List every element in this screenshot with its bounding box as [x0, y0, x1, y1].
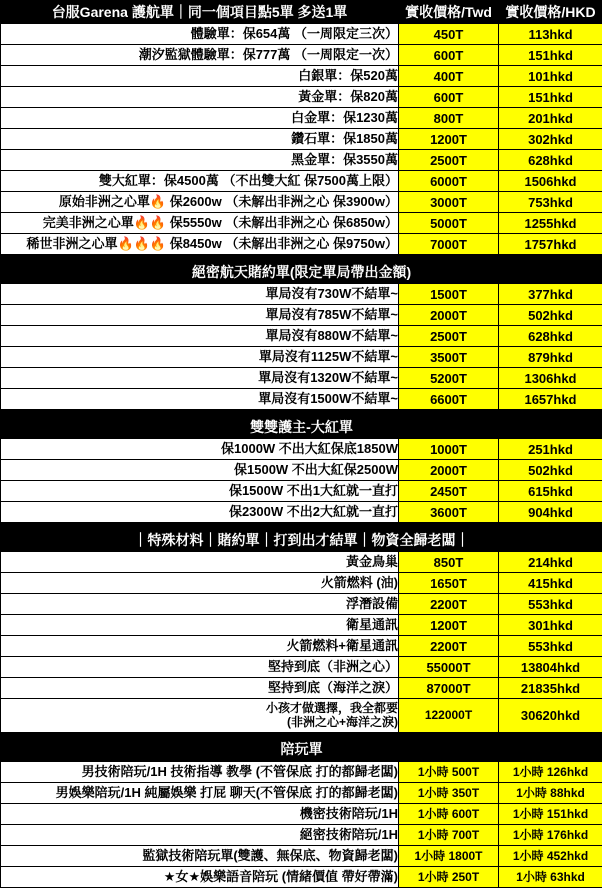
section-title: 陪玩單 — [1, 737, 602, 761]
row-description: 鑽石單：保1850萬 — [1, 129, 399, 150]
row-price-twd: 1200T — [399, 129, 499, 150]
table-row[interactable] — [1, 24, 602, 45]
table-row[interactable] — [1, 636, 602, 657]
section-header-special-materials — [1, 528, 602, 552]
row-price-hkd: 415hkd — [499, 573, 602, 594]
row-description: 男技術陪玩/1H 技術指導 教學 (不管保底 打的都歸老闆) — [1, 761, 399, 782]
row-price-hkd: 1小時 151hkd — [499, 803, 602, 824]
row-price-twd: 2000T — [399, 460, 499, 481]
row-price-hkd: 302hkd — [499, 129, 602, 150]
table-row[interactable] — [1, 368, 602, 389]
row-price-hkd: 502hkd — [499, 460, 602, 481]
row-price-twd: 400T — [399, 66, 499, 87]
table-row[interactable] — [1, 66, 602, 87]
row-description: 絕密技術陪玩/1H — [1, 824, 399, 845]
row-price-hkd: 113hkd — [499, 24, 602, 45]
row-price-hkd: 1506hkd — [499, 171, 602, 192]
row-price-hkd: 628hkd — [499, 326, 602, 347]
row-price-twd: 1200T — [399, 615, 499, 636]
table-row[interactable] — [1, 845, 602, 866]
row-price-hkd: 1657hkd — [499, 389, 602, 410]
row-price-hkd: 628hkd — [499, 150, 602, 171]
row-description: 監獄技術陪玩單(雙護、無保底、物資歸老闆) — [1, 845, 399, 866]
row-price-hkd: 553hkd — [499, 594, 602, 615]
row-description: ★女★娛樂語音陪玩 (情緒價值 帶好帶滿) — [1, 866, 399, 887]
row-price-twd: 2450T — [399, 481, 499, 502]
row-price-hkd: 201hkd — [499, 108, 602, 129]
row-description: 保1500W 不出1大紅就一直打 — [1, 481, 399, 502]
row-price-twd: 3600T — [399, 502, 499, 523]
row-price-twd: 1000T — [399, 439, 499, 460]
row-description: 潮汐監獄體驗單：保777萬 （一周限定一次） — [1, 45, 399, 66]
row-description: 浮潛設備 — [1, 594, 399, 615]
row-price-twd: 1小時 500T — [399, 761, 499, 782]
table-row[interactable] — [1, 460, 602, 481]
row-price-hkd: 1757hkd — [499, 234, 602, 255]
row-price-twd: 1小時 1800T — [399, 845, 499, 866]
row-description: 機密技術陪玩/1H — [1, 803, 399, 824]
row-price-hkd: 377hkd — [499, 284, 602, 305]
row-price-twd: 600T — [399, 87, 499, 108]
row-price-twd: 2500T — [399, 326, 499, 347]
row-price-hkd: 904hkd — [499, 502, 602, 523]
row-price-twd: 122000T — [399, 699, 499, 733]
row-price-hkd: 151hkd — [499, 45, 602, 66]
row-price-twd: 2500T — [399, 150, 499, 171]
row-description: 單局沒有730W不結單~ — [1, 284, 399, 305]
row-price-twd: 1小時 700T — [399, 824, 499, 845]
row-description: 單局沒有1125W不結單~ — [1, 347, 399, 368]
row-description: 衛星通訊 — [1, 615, 399, 636]
section-title: 雙雙護主-大紅單 — [1, 415, 602, 439]
table-row[interactable] — [1, 87, 602, 108]
table-row[interactable] — [1, 782, 602, 803]
row-description: 雙大紅單：保4500萬 （不出雙大紅 保7500萬上限） — [1, 171, 399, 192]
row-price-hkd: 1小時 63hkd — [499, 866, 602, 887]
row-price-twd: 1小時 600T — [399, 803, 499, 824]
row-price-hkd: 1小時 88hkd — [499, 782, 602, 803]
row-description: 小孩才做選擇，我全都要 (非洲之心+海洋之淚) — [1, 699, 399, 733]
row-price-twd: 3500T — [399, 347, 499, 368]
table-row[interactable] — [1, 305, 602, 326]
row-description: 白金單：保1230萬 — [1, 108, 399, 129]
row-price-twd: 2000T — [399, 305, 499, 326]
row-price-twd: 800T — [399, 108, 499, 129]
row-description: 單局沒有1500W不結單~ — [1, 389, 399, 410]
row-price-hkd: 151hkd — [499, 87, 602, 108]
table-row[interactable] — [1, 171, 602, 192]
row-price-hkd: 30620hkd — [499, 699, 602, 733]
table-row[interactable] — [1, 678, 602, 699]
row-price-twd: 1小時 250T — [399, 866, 499, 887]
row-price-hkd: 553hkd — [499, 636, 602, 657]
table-row[interactable] — [1, 150, 602, 171]
header-col-hkd: 實收價格/HKD — [499, 1, 602, 24]
table-row[interactable] — [1, 45, 602, 66]
row-price-hkd: 1小時 176hkd — [499, 824, 602, 845]
header-title: 台服Garena 護航單｜同一個項目點5單 多送1單 — [1, 1, 399, 24]
table-row[interactable] — [1, 761, 602, 782]
table-row[interactable] — [1, 699, 602, 733]
row-price-twd: 1650T — [399, 573, 499, 594]
section-header-companion — [1, 737, 602, 761]
row-price-twd: 87000T — [399, 678, 499, 699]
row-price-hkd: 502hkd — [499, 305, 602, 326]
row-price-twd: 6000T — [399, 171, 499, 192]
table-row[interactable] — [1, 481, 602, 502]
table-row[interactable] — [1, 213, 602, 234]
row-description: 保2300W 不出2大紅就一直打 — [1, 502, 399, 523]
row-price-twd: 850T — [399, 552, 499, 573]
table-row[interactable] — [1, 552, 602, 573]
row-price-hkd: 615hkd — [499, 481, 602, 502]
table-row[interactable] — [1, 234, 602, 255]
row-description: 黑金單：保3550萬 — [1, 150, 399, 171]
row-price-twd: 5200T — [399, 368, 499, 389]
table-row[interactable] — [1, 326, 602, 347]
table-row[interactable] — [1, 824, 602, 845]
table-row[interactable] — [1, 192, 602, 213]
row-description: 單局沒有1320W不結單~ — [1, 368, 399, 389]
table-row[interactable] — [1, 803, 602, 824]
row-description: 白銀單：保520萬 — [1, 66, 399, 87]
row-price-twd: 1小時 350T — [399, 782, 499, 803]
header-col-twd: 實收價格/Twd — [399, 1, 499, 24]
row-description: 黃金單：保820萬 — [1, 87, 399, 108]
row-description: 保1000W 不出大紅保底1850W — [1, 439, 399, 460]
row-description: 黃金鳥巢 — [1, 552, 399, 573]
row-description: 火箭燃料+衛星通訊 — [1, 636, 399, 657]
row-price-twd: 2200T — [399, 594, 499, 615]
row-price-twd: 600T — [399, 45, 499, 66]
row-price-hkd: 13804hkd — [499, 657, 602, 678]
row-price-twd: 5000T — [399, 213, 499, 234]
row-price-hkd: 879hkd — [499, 347, 602, 368]
row-price-hkd: 101hkd — [499, 66, 602, 87]
row-description: 堅持到底（海洋之淚） — [1, 678, 399, 699]
row-price-hkd: 1小時 126hkd — [499, 761, 602, 782]
section-title: ｜特殊材料｜賭約單｜打到出才結單｜物資全歸老闆｜ — [1, 528, 602, 552]
table-row[interactable] — [1, 347, 602, 368]
table-row[interactable] — [1, 657, 602, 678]
section-title: 絕密航天賭約單(限定單局帶出金額) — [1, 260, 602, 284]
row-description: 稀世非洲之心單🔥🔥🔥 保8450w （未解出非洲之心 保9750w） — [1, 234, 399, 255]
row-price-hkd: 1306hkd — [499, 368, 602, 389]
table-row[interactable] — [1, 502, 602, 523]
row-description: 男娛樂陪玩/1H 純屬娛樂 打屁 聊天(不管保底 打的都歸老闆) — [1, 782, 399, 803]
table-header-row — [1, 1, 602, 24]
row-price-twd: 450T — [399, 24, 499, 45]
row-price-hkd: 214hkd — [499, 552, 602, 573]
row-price-twd: 2200T — [399, 636, 499, 657]
row-description: 保1500W 不出大紅保2500W — [1, 460, 399, 481]
row-price-hkd: 753hkd — [499, 192, 602, 213]
row-price-hkd: 21835hkd — [499, 678, 602, 699]
row-price-twd: 55000T — [399, 657, 499, 678]
row-description: 完美非洲之心單🔥🔥 保5550w （未解出非洲之心 保6850w） — [1, 213, 399, 234]
row-price-hkd: 1小時 452hkd — [499, 845, 602, 866]
row-description: 原始非洲之心單🔥 保2600w （未解出非洲之心 保3900w） — [1, 192, 399, 213]
row-price-hkd: 1255hkd — [499, 213, 602, 234]
section-header-secret-bet — [1, 260, 602, 284]
table-row[interactable] — [1, 615, 602, 636]
row-description: 單局沒有785W不結單~ — [1, 305, 399, 326]
table-row[interactable] — [1, 573, 602, 594]
table-row[interactable] — [1, 866, 602, 887]
table-row[interactable] — [1, 108, 602, 129]
row-description: 體驗單：保654萬 （一周限定三次） — [1, 24, 399, 45]
section-header-double-escort — [1, 415, 602, 439]
table-row[interactable] — [1, 594, 602, 615]
table-row[interactable] — [1, 389, 602, 410]
table-row[interactable] — [1, 129, 602, 150]
row-price-hkd: 251hkd — [499, 439, 602, 460]
table-row[interactable] — [1, 284, 602, 305]
row-price-twd: 3000T — [399, 192, 499, 213]
row-price-twd: 7000T — [399, 234, 499, 255]
table-row[interactable] — [1, 439, 602, 460]
row-description: 堅持到底（非洲之心） — [1, 657, 399, 678]
row-price-twd: 1500T — [399, 284, 499, 305]
row-price-hkd: 301hkd — [499, 615, 602, 636]
row-price-twd: 6600T — [399, 389, 499, 410]
row-description: 火箭燃料 (油) — [1, 573, 399, 594]
row-description: 單局沒有880W不結單~ — [1, 326, 399, 347]
